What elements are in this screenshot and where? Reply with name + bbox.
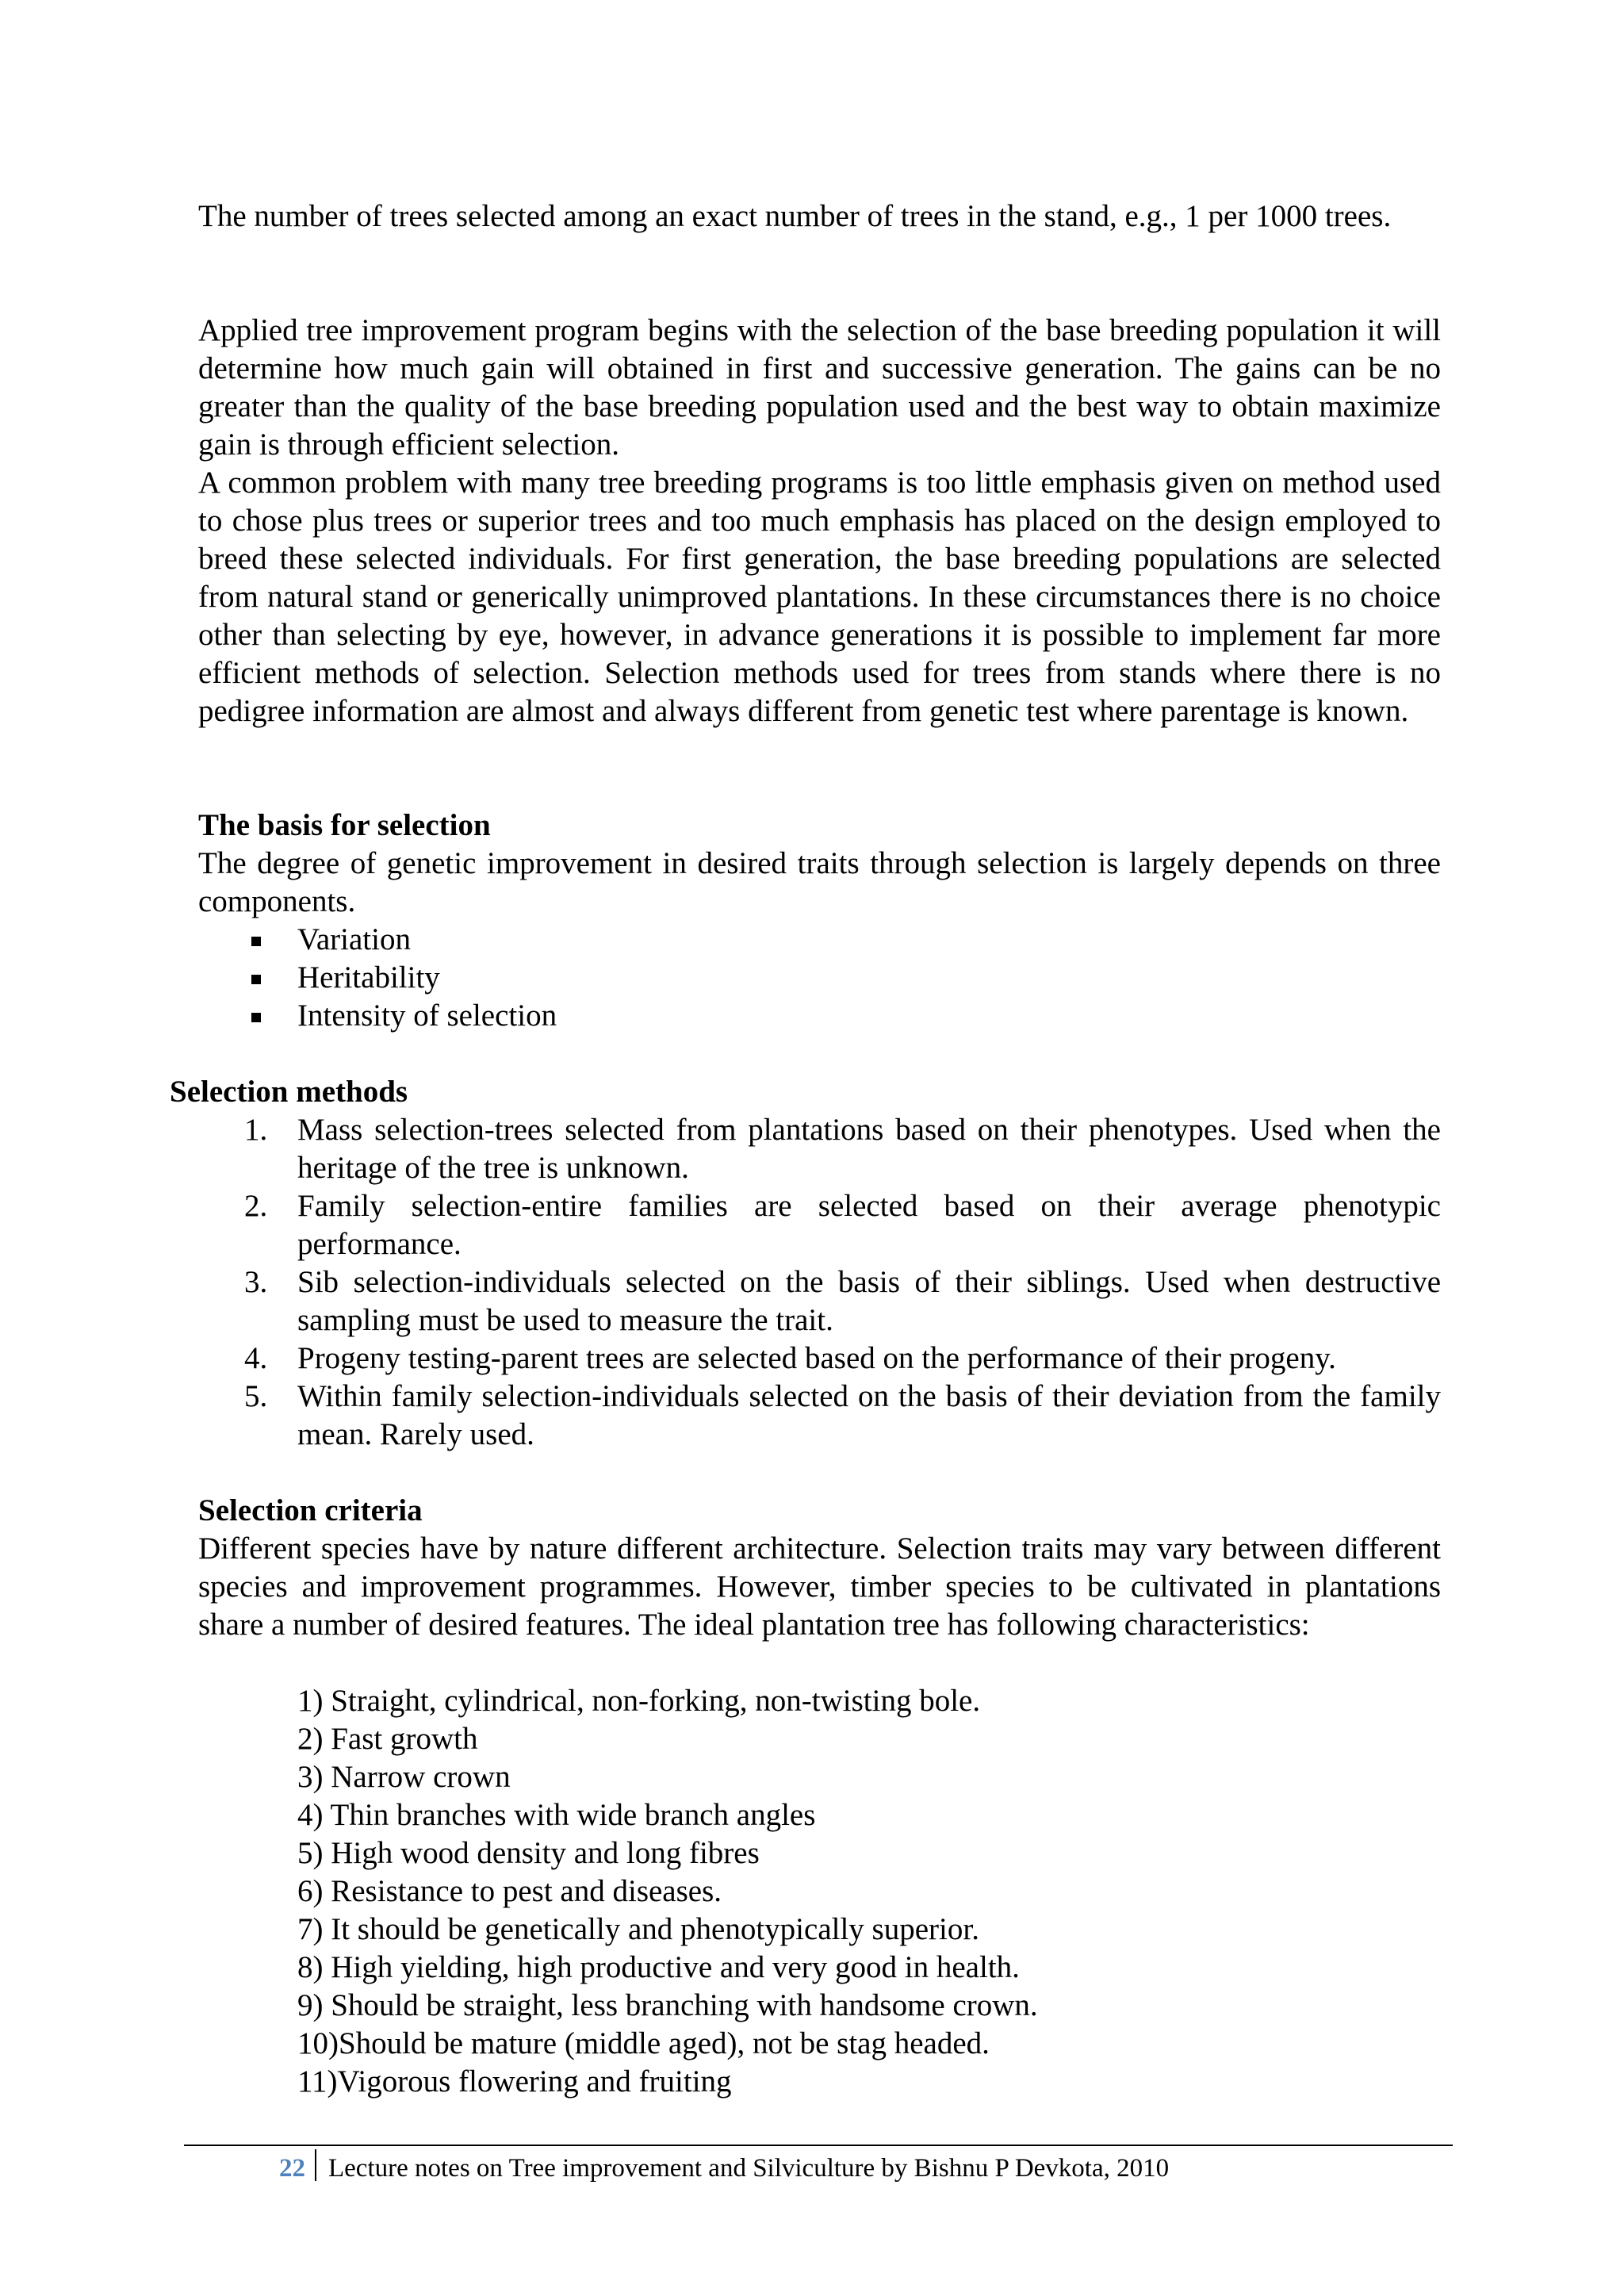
paragraph-applied-program: Applied tree improvement program begins with the selection of the base breeding population it will determine how much gain will obtained in first and successive generation. The gains can be no greater than the quality of the base breeding population used and the best way to obtain maximize gain is through efficient selection. [198, 313, 1441, 462]
characteristic-item: 3) Narrow crown [297, 1760, 511, 1794]
heading-selection-methods: Selection methods [170, 1075, 408, 1109]
heading-selection-criteria: Selection criteria [198, 1493, 423, 1527]
bullet-square-icon [251, 975, 261, 984]
components-bullet-list [198, 921, 1441, 1035]
method-item: 2. Family selection-entire families are selected based on their average phenotypic performance. [244, 1189, 1441, 1261]
method-item: 3. Sib selection-individuals selected on the basis of their siblings. Used when destructive sampling must be used to measure the trait. [244, 1265, 1441, 1337]
characteristic-item: 5) High wood density and long fibres [297, 1836, 760, 1870]
characteristics-list [297, 1682, 1408, 2101]
bullet-item-variation: Variation [198, 921, 1441, 959]
characteristic-item: 7) It should be genetically and phenotypically superior. [297, 1912, 979, 1946]
heading-basis-for-selection: The basis for selection [198, 808, 491, 842]
characteristic-item: 8) High yielding, high productive and very good in health. [297, 1950, 1020, 1984]
paragraph-selection-ratio: The number of trees selected among an exact number of trees in the stand, e.g., 1 per 1000 trees. [198, 199, 1392, 233]
characteristic-item: 6) Resistance to pest and diseases. [297, 1874, 722, 1908]
characteristic-item: 11)Vigorous flowering and fruiting [297, 2064, 732, 2099]
paragraph-common-problem: A common problem with many tree breeding programs is too little emphasis given on method used to chose plus trees or superior trees and too much emphasis has placed on the design employed to breed these selected individuals. For first generation, the base breeding populations are selected from natural stand or generically unimproved plantations. In these circumstances there is no choice other than selecting by eye, however, in advance generations it is possible to implement far more efficient methods of selection. Selection methods used for trees from stands where there is no pedigree information are almost and always different from genetic test where parentage is known. [198, 466, 1441, 728]
footer-text: Lecture notes on Tree improvement and Silviculture by Bishnu P Devkota, 2010 [328, 2154, 1170, 2183]
characteristic-item: 9) Should be straight, less branching with handsome crown. [297, 1988, 1038, 2022]
bullet-square-icon [251, 937, 261, 946]
bullet-item-intensity: Intensity of selection [198, 997, 1441, 1035]
paragraph-criteria-intro: Different species have by nature different architecture. Selection traits may vary between different species and improvement programmes. However, timber species to be cultivated in plantations share a number of desired features. The ideal plantation tree has following characteristics: [198, 1531, 1441, 1642]
bullet-square-icon [251, 1013, 261, 1022]
footer-rule [184, 2145, 1453, 2146]
method-item: 1. Mass selection-trees selected from plantations based on their phenotypes. Used when the heritage of the tree is unknown. [244, 1113, 1441, 1185]
characteristic-item: 10)Should be mature (middle aged), not be stag headed. [297, 2026, 990, 2060]
method-item: 4. Progeny testing-parent trees are selected based on the performance of their progeny. [244, 1341, 1336, 1375]
bullet-item-heritability: Heritability [198, 959, 1441, 997]
characteristic-item: 2) Fast growth [297, 1722, 478, 1756]
characteristic-item: 4) Thin branches with wide branch angles [297, 1798, 816, 1832]
characteristic-item: 1) Straight, cylindrical, non-forking, non-twisting bole. [297, 1684, 981, 1718]
selection-methods-list [198, 1111, 1441, 1454]
paragraph-basis-intro: The degree of genetic improvement in desired traits through selection is largely depends on three components. [198, 846, 1441, 918]
page-number: 22 [279, 2154, 305, 2183]
method-item: 5. Within family selection-individuals selected on the basis of their deviation from the family mean. Rarely used. [244, 1379, 1441, 1451]
footer-separator [315, 2149, 316, 2181]
